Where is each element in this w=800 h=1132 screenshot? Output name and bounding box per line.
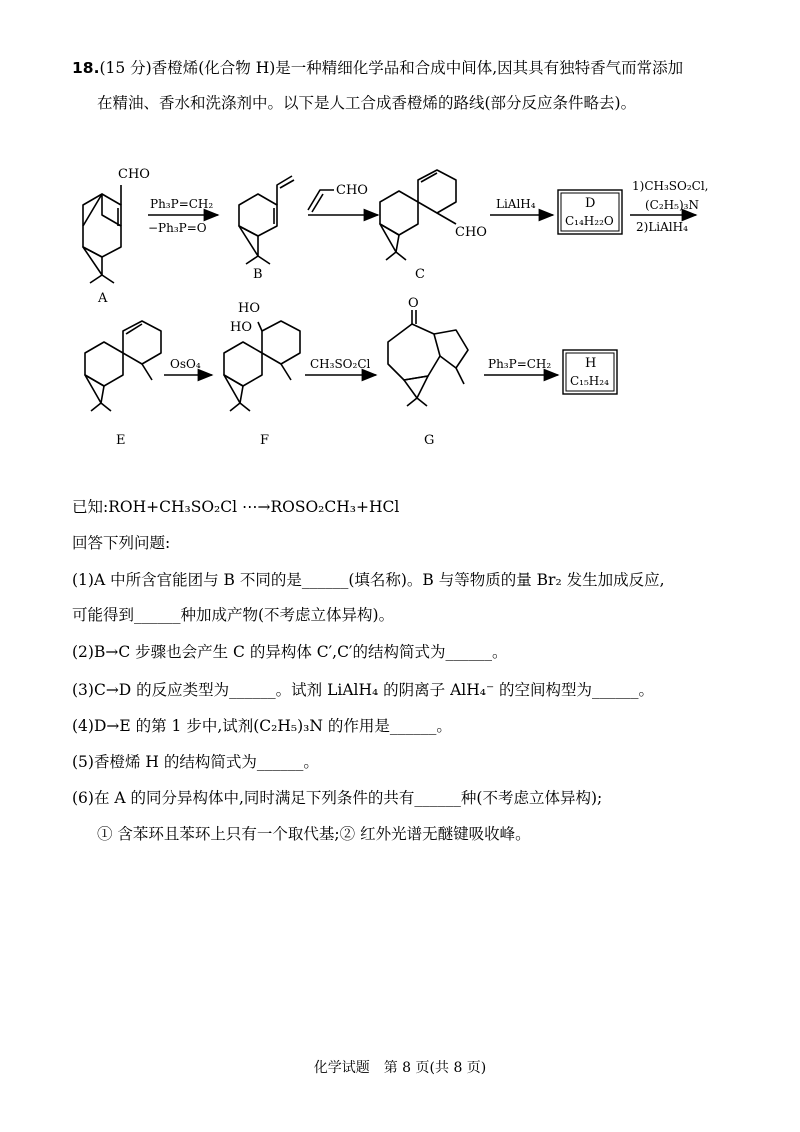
compound-g-oxygen: O	[408, 296, 419, 311]
arrow-b-to-c	[308, 183, 378, 215]
question-2: (2)B→C 步骤也会产生 C 的异构体 C′,C′的结构简式为______。	[72, 643, 508, 661]
question-number: 18.	[72, 59, 100, 77]
question-4: (4)D→E 的第 1 步中,试剂(C₂H₅)₃N 的作用是______。	[72, 717, 452, 735]
box-h-name: H	[585, 356, 597, 371]
compound-e-label: E	[116, 433, 126, 448]
box-h-formula: C₁₅H₂₄	[570, 374, 609, 388]
compound-g-structure	[388, 296, 468, 448]
compound-c-cho: CHO	[455, 225, 487, 240]
question-intro-line1	[72, 58, 683, 78]
question-6-conditions: ① 含苯环且苯环上只有一个取代基;② 红外光谱无醚键吸收峰。	[97, 825, 531, 843]
box-d-name: D	[585, 196, 596, 211]
question-6: (6)在 A 的同分异构体中,同时满足下列条件的共有______种(不考虑立体异构);	[72, 789, 603, 807]
step5-reagent: OsO₄	[170, 357, 201, 371]
known-reaction: 已知:ROH+CH₃SO₂Cl ⋯→ROSO₂CH₃+HCl	[72, 498, 400, 516]
arrow-e-to-f	[164, 357, 212, 375]
compound-b-structure	[239, 176, 294, 282]
step6-reagent: CH₃SO₂Cl	[310, 357, 371, 371]
compound-e-structure	[85, 321, 161, 448]
arrow-f-to-g	[305, 357, 376, 375]
compound-g-label: G	[424, 433, 435, 448]
compound-a-label: A	[98, 291, 108, 306]
question-1-line2: 可能得到______种加成产物(不考虑立体异构)。	[72, 606, 395, 624]
f-hydroxyl-2: HO	[230, 320, 252, 335]
compound-f-label: F	[260, 433, 270, 448]
f-hydroxyl-1: HO	[238, 301, 260, 316]
compound-a-cho: CHO	[118, 167, 150, 182]
step3-reagent: LiAlH₄	[496, 197, 536, 211]
box-d-formula: C₁₄H₂₂O	[565, 214, 614, 228]
arrow-c-to-d	[490, 197, 553, 215]
step4-reagent-3: 2)LiAlH₄	[636, 220, 688, 234]
box-h	[563, 350, 617, 394]
arrow-d-to-e	[630, 179, 708, 234]
question-5: (5)香橙烯 H 的结构简式为______。	[72, 753, 319, 771]
question-3: (3)C→D 的反应类型为______。试剂 LiAlH₄ 的阴离子 AlH₄⁻ 的空间构型为______。	[72, 681, 655, 699]
question-intro-text: (15 分)香橙烯(化合物 H)是一种精细化学品和合成中间体,因其具有独特香气而常添加	[99, 59, 684, 77]
compound-a-structure	[83, 167, 150, 306]
page-footer: 化学试题 第 8 页(共 8 页)	[313, 1060, 487, 1076]
acrolein-cho: CHO	[336, 183, 368, 198]
arrow-g-to-h	[484, 357, 558, 375]
step7-reagent: Ph₃P=CH₂	[488, 357, 552, 371]
compound-f-structure	[224, 301, 300, 448]
step4-reagent-1: 1)CH₃SO₂Cl,	[632, 179, 709, 193]
compound-c-structure	[380, 170, 487, 282]
compound-b-label: B	[253, 267, 263, 282]
step1-reagent-top: Ph₃P=CH₂	[150, 197, 214, 211]
answer-prompt: 回答下列问题:	[72, 534, 171, 552]
question-1-line1: (1)A 中所含官能团与 B 不同的是______(填名称)。B 与等物质的量 Br₂ 发生加成反应,	[72, 571, 665, 589]
step1-reagent-bottom: −Ph₃P=O	[148, 221, 207, 235]
step4-reagent-2: (C₂H₅)₃N	[645, 198, 699, 212]
question-intro-line2: 在精油、香水和洗涤剂中。以下是人工合成香橙烯的路线(部分反应条件略去)。	[97, 94, 637, 112]
compound-c-label: C	[415, 267, 425, 282]
box-d	[558, 190, 622, 234]
arrow-a-to-b	[148, 197, 218, 235]
